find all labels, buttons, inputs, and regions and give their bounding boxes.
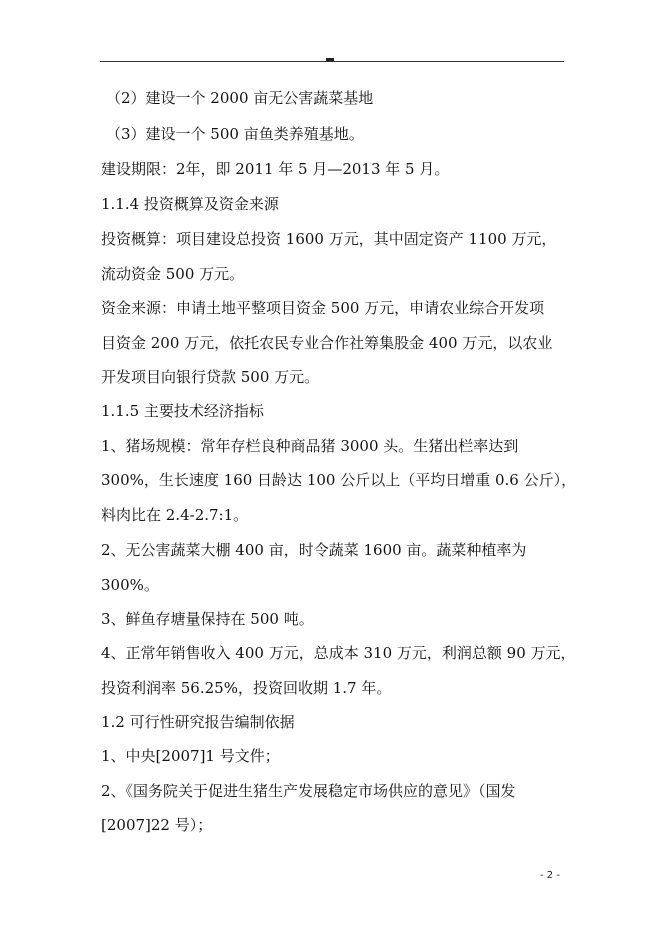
text-line: 流动资金 500 万元。 xyxy=(101,265,245,283)
text-line: （3）建设一个 500 亩鱼类养殖基地。 xyxy=(106,125,364,143)
page-number: - 2 - xyxy=(540,870,560,881)
text-line: 3、鲜鱼存塘量保持在 500 吨。 xyxy=(101,610,314,628)
section-heading: 1.1.5 主要技术经济指标 xyxy=(101,402,264,420)
text-line: 300%，生长速度 160 日龄达 100 公斤以上（平均日增重 0.6 公斤）， xyxy=(101,471,577,489)
text-line: 料肉比在 2.4-2.7:1。 xyxy=(101,506,249,524)
header-mark xyxy=(326,58,334,61)
text-line: 4、正常年销售收入 400 万元，总成本 310 万元，利润总额 90 万元， xyxy=(101,644,576,662)
section-heading: 1.1.4 投资概算及资金来源 xyxy=(101,195,279,213)
text-line: 目资金 200 万元，依托农民专业合作社筹集股金 400 万元，以农业 xyxy=(101,334,553,352)
text-line: 投资概算：项目建设总投资 1600 万元，其中固定资产 1100 万元， xyxy=(101,230,557,248)
text-line: 2、《国务院关于促进生猪生产发展稳定市场供应的意见》（国发 xyxy=(101,782,516,800)
text-line: [2007]22 号）； xyxy=(101,816,213,834)
text-line: 2、无公害蔬菜大棚 400 亩，时令蔬菜 1600 亩。蔬菜种植率为 xyxy=(101,541,527,559)
header-rule xyxy=(100,61,564,62)
text-line: （2）建设一个 2000 亩无公害蔬菜基地 xyxy=(106,89,374,107)
text-line: 1、猪场规模：常年存栏良种商品猪 3000 头。生猪出栏率达到 xyxy=(101,437,519,455)
text-line: 300%。 xyxy=(101,576,159,594)
text-line: 建设期限：2年，即 2011 年 5 月—2013 年 5 月。 xyxy=(101,160,450,178)
text-line: 投资利润率 56.25%，投资回收期 1.7 年。 xyxy=(101,679,392,697)
text-line: 资金来源：申请土地平整项目资金 500 万元，申请农业综合开发项 xyxy=(101,299,545,317)
text-line: 开发项目向银行贷款 500 万元。 xyxy=(101,368,320,386)
section-heading: 1.2 可行性研究报告编制依据 xyxy=(101,713,295,731)
text-line: 1、中央[2007]1 号文件； xyxy=(101,747,280,765)
